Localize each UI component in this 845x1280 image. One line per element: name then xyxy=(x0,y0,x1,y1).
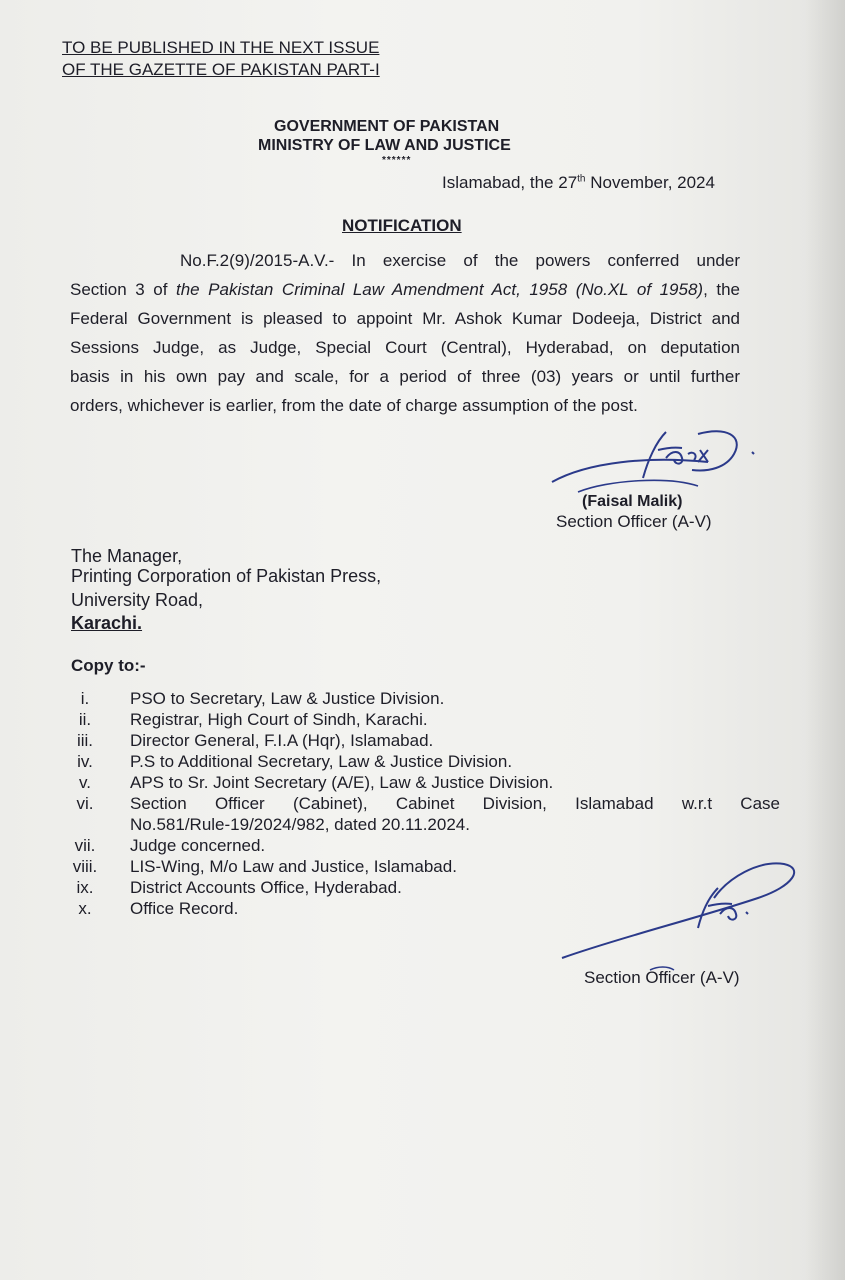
body-line-1: No.F.2(9)/2015-A.V.- In exercise of the powers conferred under xyxy=(180,251,740,270)
closing-signatory-designation: Section Officer (A-V) xyxy=(584,968,740,987)
body-line-4: Sessions Judge, as Judge, Special Court (Central), Hyderabad, on deputation xyxy=(70,338,740,357)
list-item-number: viii. xyxy=(72,857,98,876)
date-suffix: th xyxy=(577,173,586,185)
address-line-2: Printing Corporation of Pakistan Press, xyxy=(71,566,382,586)
list-item xyxy=(60,688,790,709)
list-item xyxy=(60,730,790,751)
list-item xyxy=(60,835,790,856)
list-item-number: iii. xyxy=(76,731,94,750)
list-item-number: i. xyxy=(80,689,90,708)
list-item-text: P.S to Additional Secretary, Law & Justice Division. xyxy=(130,752,513,771)
copy-to-title: Copy to:- xyxy=(71,656,146,675)
body-line-2a: Section 3 of xyxy=(70,280,176,299)
notification-title: NOTIFICATION xyxy=(342,216,462,235)
act-title: the Pakistan Criminal Law Amendment Act, 1958 (No.XL of 1958) xyxy=(176,280,704,299)
body-line-5: basis in his own pay and scale, for a period of three (03) years or until further xyxy=(70,367,740,386)
list-item xyxy=(60,751,790,772)
address-line-3: University Road, xyxy=(71,590,204,610)
gazette-header-line2: OF THE GAZETTE OF PAKISTAN PART-I xyxy=(62,60,380,79)
signature-2 xyxy=(558,858,808,978)
signatory-designation: Section Officer (A-V) xyxy=(556,512,712,531)
list-item-text: District Accounts Office, Hyderabad. xyxy=(130,878,402,897)
list-item-number: vii. xyxy=(74,836,96,855)
list-item-number: ii. xyxy=(78,710,92,729)
list-item-text: Registrar, High Court of Sindh, Karachi. xyxy=(130,710,428,729)
body-line-2c: , the xyxy=(703,280,740,299)
body-line-6: orders, whichever is earlier, from the date of charge assumption of the post. xyxy=(70,396,638,415)
notification-date xyxy=(442,173,715,193)
body-line-3: Federal Government is pleased to appoint Mr. Ashok Kumar Dodeeja, District and xyxy=(70,309,740,328)
gazette-header-line1: TO BE PUBLISHED IN THE NEXT ISSUE xyxy=(62,38,380,57)
list-item-text: PSO to Secretary, Law & Justice Division. xyxy=(130,689,445,708)
address-city: Karachi. xyxy=(71,613,143,633)
list-item-text: Judge concerned. xyxy=(130,836,266,855)
list-item-text: Section Officer (Cabinet), Cabinet Division, Islamabad w.r.t Case xyxy=(130,794,780,813)
list-item-number: v. xyxy=(79,773,91,792)
ministry-heading: MINISTRY OF LAW AND JUSTICE xyxy=(258,137,511,154)
date-prefix: Islamabad, the 27 xyxy=(442,173,578,192)
list-item-number: iv. xyxy=(77,752,93,771)
government-heading: GOVERNMENT OF PAKISTAN xyxy=(274,118,500,135)
list-item-text: APS to Sr. Joint Secretary (A/E), Law & Justice Division. xyxy=(130,773,554,792)
list-item-text: Director General, F.I.A (Hqr), Islamabad. xyxy=(130,731,434,750)
notification-body xyxy=(70,246,740,420)
list-item-number: ix. xyxy=(76,878,94,897)
body-line-2 xyxy=(70,275,740,304)
list-item-number: vi. xyxy=(76,794,94,813)
heading-stars: ****** xyxy=(382,155,412,166)
list-item-text: Office Record. xyxy=(130,899,239,918)
signature-1 xyxy=(548,420,768,500)
list-item-number: x. xyxy=(78,899,92,918)
list-item-text-continued: No.581/Rule-19/2024/982, dated 20.11.2024. xyxy=(130,815,470,834)
list-item-text: LIS-Wing, M/o Law and Justice, Islamabad. xyxy=(130,857,457,876)
list-item xyxy=(60,709,790,730)
page-edge-shadow xyxy=(805,0,845,1280)
list-item xyxy=(60,793,790,835)
date-rest: November, 2024 xyxy=(585,173,715,192)
signatory-name: (Faisal Malik) xyxy=(582,493,683,510)
address-line-1: The Manager, xyxy=(71,546,183,566)
list-item xyxy=(60,772,790,793)
